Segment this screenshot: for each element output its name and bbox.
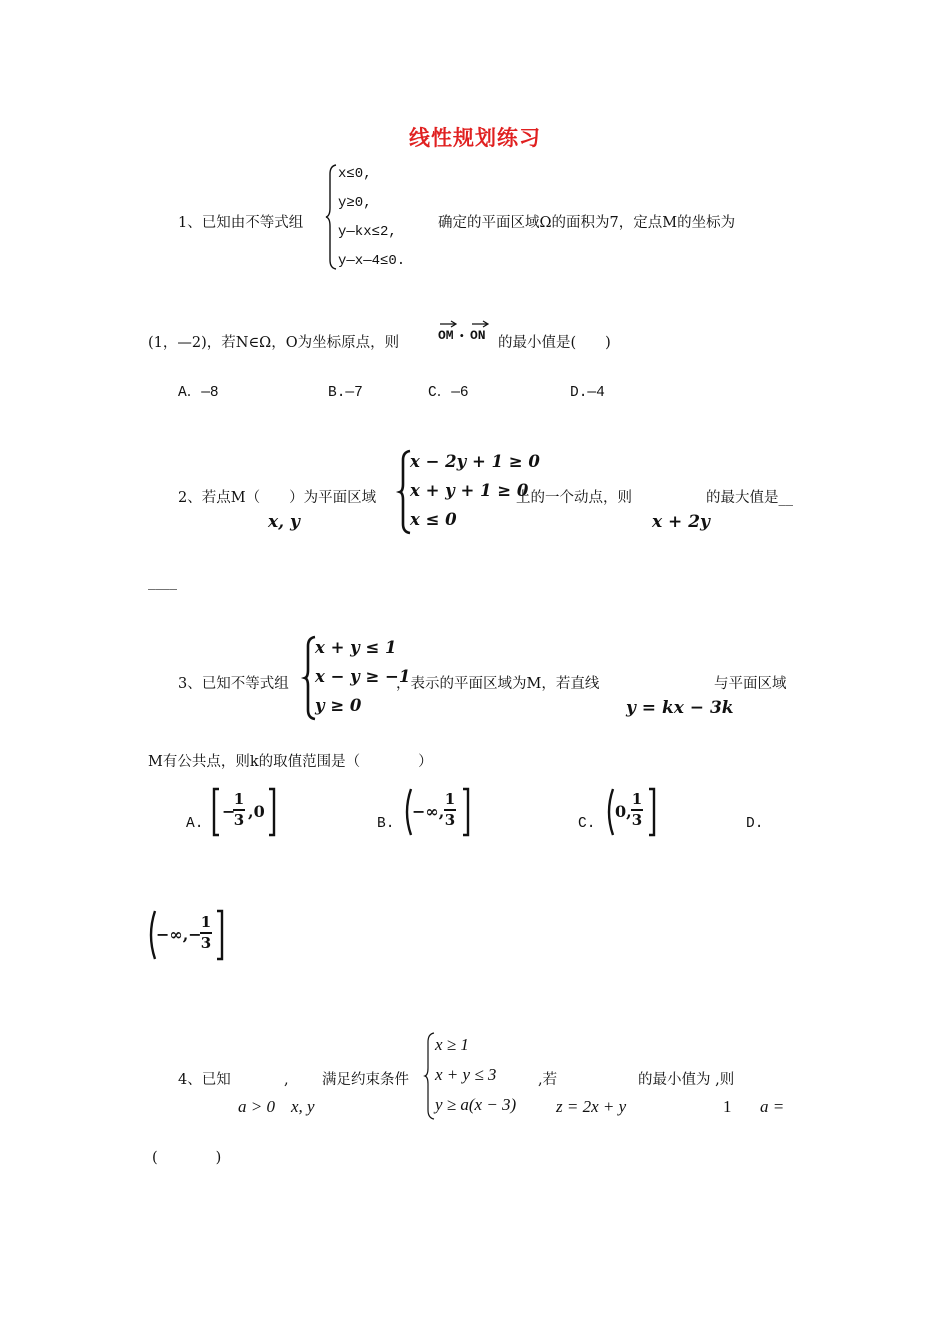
left-bracket xyxy=(212,788,220,836)
q4-ineq-3: y ≥ a(x − 3) xyxy=(435,1095,517,1114)
q3-option-b-label: B. xyxy=(377,816,395,832)
q4-intro: 4、已知 xyxy=(178,1072,231,1088)
numerator: 1 xyxy=(444,790,456,808)
q1-statement: 确定的平面区域Ω的面积为7，定点M的坐标为 xyxy=(438,215,736,231)
q4-comma: , xyxy=(284,1072,289,1088)
q4-statement-2: ,若 xyxy=(538,1072,558,1088)
denominator: 3 xyxy=(233,811,245,829)
page-title: 线性规划练习 xyxy=(409,126,541,150)
q3-ineq-1: x + y ≤ 1 xyxy=(315,638,397,657)
q2-expression: x + 2y xyxy=(652,512,710,532)
q3-statement: ，表示的平面区域为M，若直线 xyxy=(396,676,600,692)
fraction-one-third xyxy=(444,792,456,828)
left-paren xyxy=(402,788,412,836)
denominator: 3 xyxy=(444,811,456,829)
q4-ineq-1: x ≥ 1 xyxy=(435,1035,469,1054)
q4-condition: a > 0 xyxy=(238,1097,275,1116)
q3-statement-2: 与平面区域 xyxy=(714,676,787,692)
right-bracket xyxy=(648,788,656,836)
q3-line-equation: y = kx − 3k xyxy=(626,698,734,718)
q4-system xyxy=(435,1030,516,1120)
q4-statement: 满足约束条件 xyxy=(322,1072,409,1088)
q2-answer-blank: ____ xyxy=(148,574,177,590)
q1-option-a: A．—8 xyxy=(178,385,219,401)
denominator: 3 xyxy=(200,934,212,952)
q1-line2-end: 的最小值是( ) xyxy=(498,335,611,351)
q3-ineq-2: x − y ≥ −1 xyxy=(315,667,411,686)
q2-intro: 2、若点M（ ）为平面区域 xyxy=(178,490,377,506)
vector-arrow-on xyxy=(471,320,491,328)
q3-option-d-label: D. xyxy=(746,816,764,832)
q1-ineq-2: y≥0, xyxy=(338,195,372,211)
numerator: 1 xyxy=(631,790,643,808)
q2-question: 的最大值是__ xyxy=(706,490,793,506)
q3-intro: 3、已知不等式组 xyxy=(178,676,289,692)
vector-om: OM xyxy=(438,328,454,343)
q4-min-value: 1 xyxy=(723,1097,732,1116)
q4-answer-a: a = xyxy=(760,1097,785,1116)
neg-infinity: −∞,− xyxy=(156,925,202,944)
q1-intro: 1、已知由不等式组 xyxy=(178,215,304,231)
q1-option-c: C．—6 xyxy=(428,385,469,401)
zero-endpoint: 0, xyxy=(615,802,632,821)
q3-ineq-3: y ≥ 0 xyxy=(315,696,362,715)
q2-statement: 上的一个动点，则 xyxy=(516,490,632,506)
numerator: 1 xyxy=(233,790,245,808)
q2-ineq-3: x ≤ 0 xyxy=(410,510,457,529)
q4-objective: z = 2x + y xyxy=(556,1097,627,1116)
q3-option-c xyxy=(604,788,656,836)
q1-dot-product xyxy=(437,320,493,350)
right-bracket xyxy=(462,788,470,836)
q1-option-b: B.—7 xyxy=(328,385,363,401)
q2-point: x, y xyxy=(268,512,300,532)
q4-vars: x, y xyxy=(291,1097,315,1116)
right-bracket xyxy=(216,910,224,960)
right-bracket xyxy=(268,788,276,836)
q4-statement-3: 的最小值为 ,则 xyxy=(638,1072,735,1088)
fraction-one-third xyxy=(233,792,245,828)
q1-brace xyxy=(326,164,338,270)
q1-ineq-1: x≤0, xyxy=(338,166,372,182)
q1-option-d: D.—4 xyxy=(570,385,605,401)
denominator: 3 xyxy=(631,811,643,829)
q1-ineq-3: y—kx≤2, xyxy=(338,224,397,240)
q3-option-b xyxy=(402,788,470,836)
minus-sign: − xyxy=(222,802,236,821)
q2-ineq-1: x − 2y + 1 ≥ 0 xyxy=(410,452,540,471)
numerator: 1 xyxy=(200,913,212,931)
dot-operator: · xyxy=(459,326,465,345)
q2-ineq-2: x + y + 1 ≥ 0 xyxy=(410,481,529,500)
left-paren xyxy=(604,788,614,836)
q1-system xyxy=(338,160,405,276)
q3-option-a-label: A. xyxy=(186,816,204,832)
q3-option-d xyxy=(146,910,224,960)
fraction-one-third xyxy=(200,915,212,951)
q4-ineq-2: x + y ≤ 3 xyxy=(435,1065,497,1084)
q1-ineq-4: y—x—4≤0. xyxy=(338,253,406,269)
q3-line2: M有公共点，则k的取值范围是（ ） xyxy=(148,754,433,770)
q1-line2: (1，—2)，若N∈Ω，O为坐标原点，则 xyxy=(148,335,400,351)
left-paren xyxy=(146,910,156,960)
fraction-one-third xyxy=(631,792,643,828)
neg-infinity: −∞, xyxy=(412,802,445,821)
q4-answer-paren: ( ) xyxy=(152,1150,222,1166)
q3-option-a xyxy=(212,788,276,836)
zero-endpoint: ,0 xyxy=(248,802,265,821)
vector-arrow-om xyxy=(439,320,459,328)
vector-on: ON xyxy=(470,328,486,343)
q3-option-c-label: C. xyxy=(578,816,596,832)
q4-brace xyxy=(425,1032,435,1120)
